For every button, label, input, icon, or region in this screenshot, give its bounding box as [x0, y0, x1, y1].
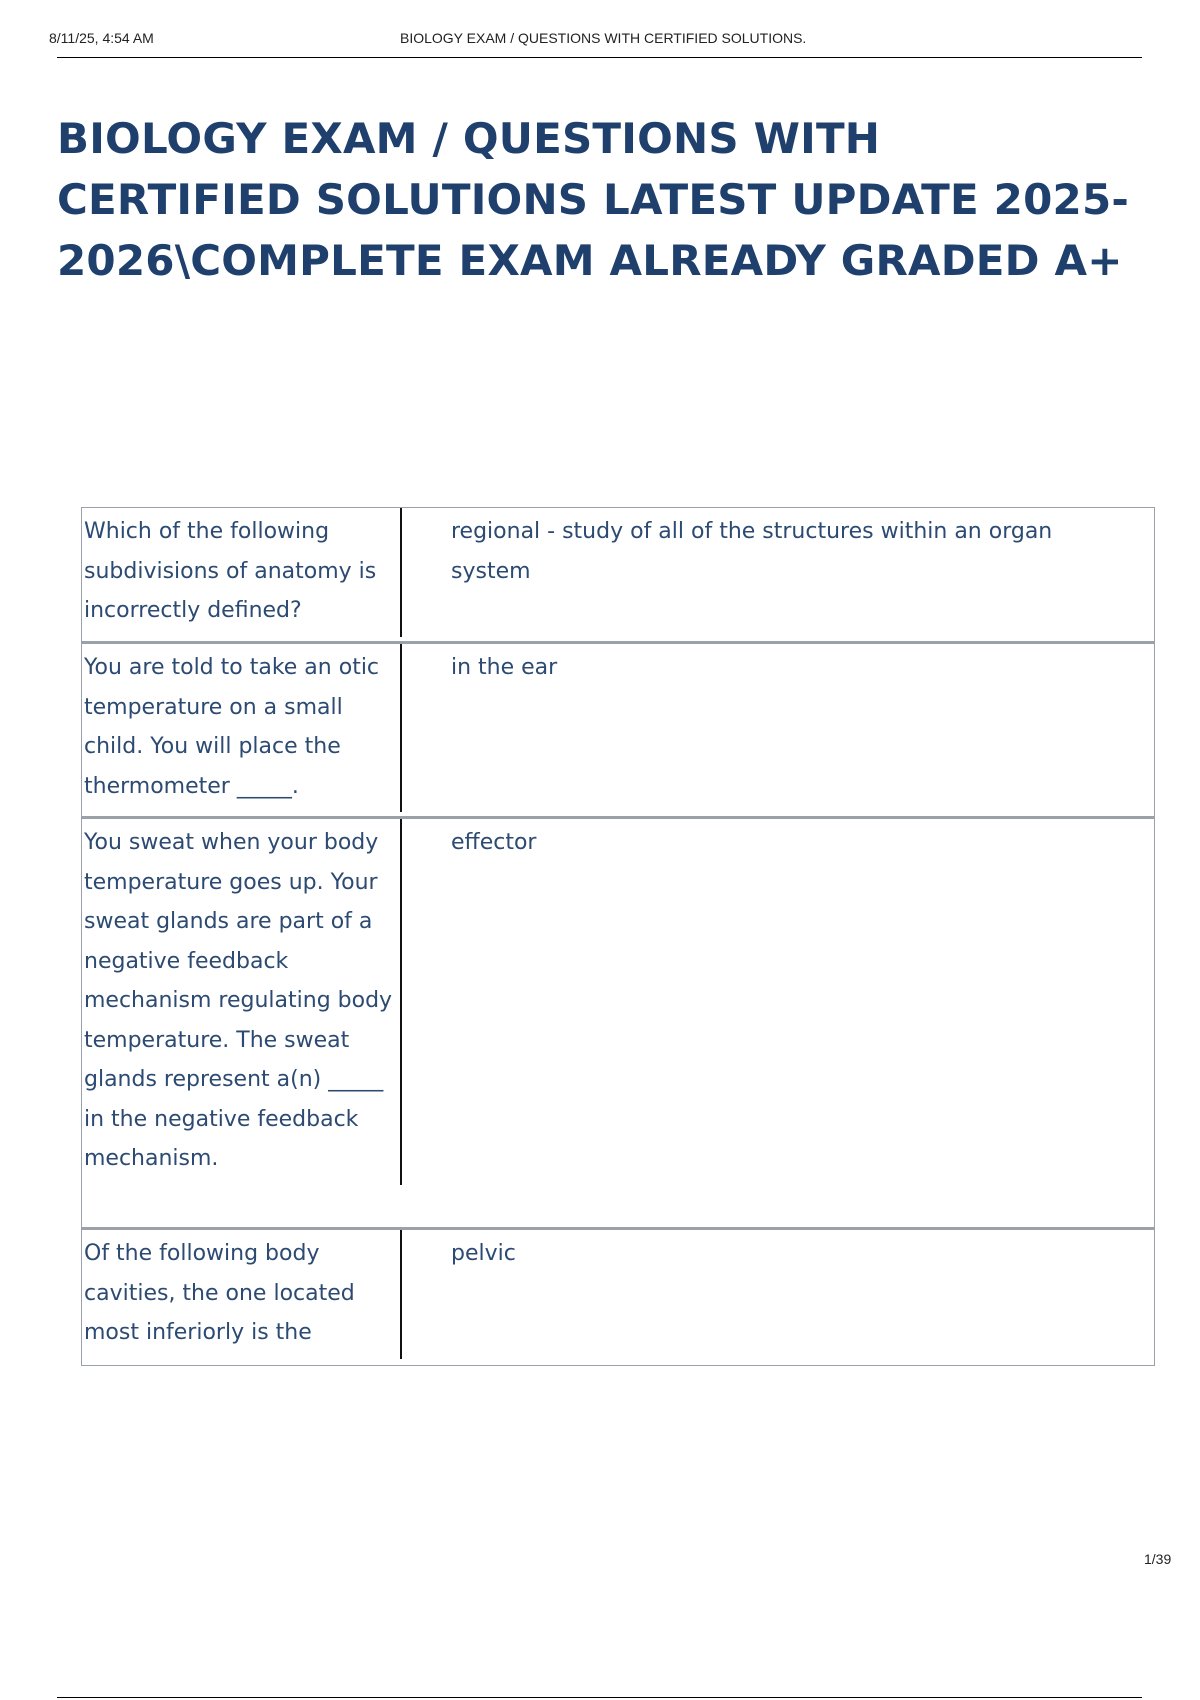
answer-cell: regional - study of all of the structures within an organ system: [451, 519, 1053, 584]
print-header: [0, 0, 1200, 60]
answer-cell: in the ear: [451, 655, 558, 680]
print-header-title: BIOLOGY EXAM / QUESTIONS WITH CERTIFIED SOLUTIONS.: [400, 30, 807, 46]
page-number: 1/39: [1144, 1551, 1172, 1567]
qa-row: [81, 643, 1155, 818]
qa-table: [81, 507, 1155, 1366]
question-cell: Which of the following subdivisions of anatomy is incorrectly defined?: [82, 508, 402, 637]
question-cell: You are told to take an otic temperature on a small child. You will place the thermometer _____.: [82, 644, 402, 812]
question-cell: Of the following body cavities, the one located most inferiorly is the: [82, 1230, 402, 1359]
question-cell: You sweat when your body temperature goes up. Your sweat glands are part of a negative feedback mechanism regulating body temperature. The sweat glands represent a(n) _____ in the negative feedback mechanism.: [82, 819, 402, 1185]
document-title: BIOLOGY EXAM / QUESTIONS WITH CERTIFIED SOLUTIONS LATEST UPDATE 2025-2026\COMPLETE EXAM ALREADY GRADED A+: [57, 114, 1130, 285]
qa-row: [81, 507, 1155, 643]
qa-row: [81, 1229, 1155, 1366]
answer-cell: pelvic: [451, 1241, 516, 1266]
answer-cell: effector: [451, 830, 537, 855]
print-datetime: 8/11/25, 4:54 AM: [49, 30, 154, 46]
qa-row: [81, 818, 1155, 1229]
header-divider: [57, 57, 1142, 58]
footer-divider: [57, 1697, 1142, 1698]
